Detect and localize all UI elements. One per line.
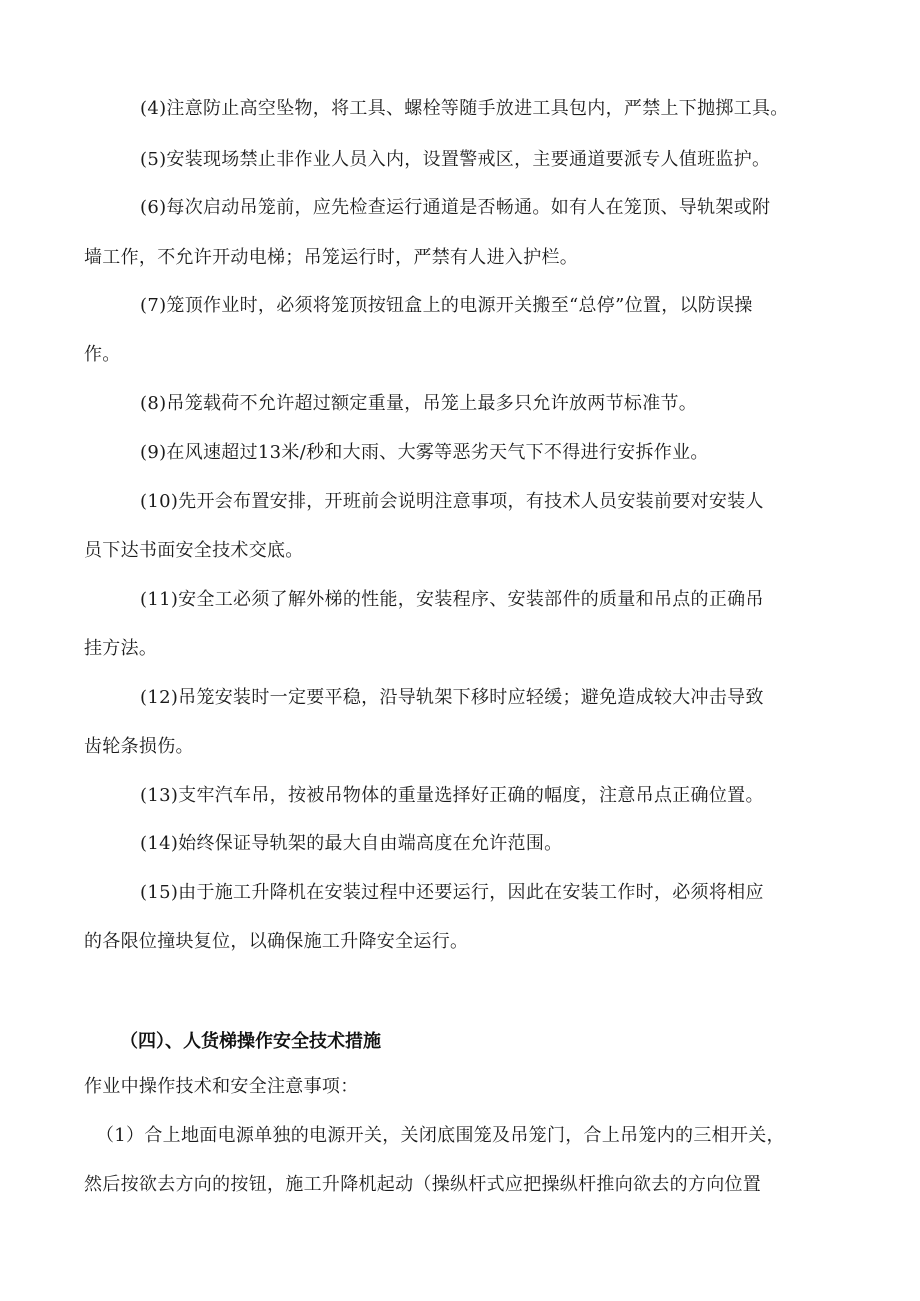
paragraph-13-line-1: (13)支牢汽车吊，按被吊物体的重量选择好正确的幅度，注意吊点正确位置。 [140, 785, 764, 806]
paragraph-11-line-2: 挂方法。 [84, 638, 158, 659]
paragraph-7-line-1: (7)笼顶作业时，必须将笼顶按钮盒上的电源开关搬至“总停”位置，以防误操 [140, 295, 753, 316]
paragraph-7-line-2: 作。 [84, 344, 121, 365]
section-intro: 作业中操作技术和安全注意事项： [84, 1076, 359, 1097]
paragraph-9-line-1: (9)在风速超过13米/秒和大雨、大雾等恶劣天气下不得进行安拆作业。 [140, 442, 709, 463]
paragraph-6-line-1: (6)每次启动吊笼前，应先检查运行通道是否畅通。如有人在笼顶、导轨架或附 [140, 197, 771, 218]
paragraph-12-line-2: 齿轮条损伤。 [84, 736, 194, 757]
operation-item-1-line-1: （1）合上地面电源单独的电源开关，关闭底围笼及吊笼门，合上吊笼内的三相开关， [96, 1125, 785, 1146]
paragraph-15-line-1: (15)由于施工升降机在安装过程中还要运行，因此在安装工作时，必须将相应 [140, 882, 764, 903]
paragraph-15-line-2: 的各限位撞块复位，以确保施工升降安全运行。 [84, 931, 469, 952]
section-heading: （四）、人货梯操作安全技术措施 [120, 1031, 381, 1052]
paragraph-5-line-1: (5)安装现场禁止非作业人员入内，设置警戒区，主要通道要派专人值班监护。 [140, 149, 771, 170]
paragraph-12-line-1: (12)吊笼安装时一定要平稳，沿导轨架下移时应轻缓；避免造成较大冲击导致 [140, 687, 764, 708]
paragraph-10-line-1: (10)先开会布置安排，开班前会说明注意事项，有技术人员安装前要对安装人 [140, 491, 764, 512]
paragraph-14-line-1: (14)始终保证导轨架的最大自由端高度在允许范围。 [140, 833, 563, 854]
paragraph-10-line-2: 员下达书面安全技术交底。 [84, 540, 304, 561]
paragraph-11-line-1: (11)安全工必须了解外梯的性能，安装程序、安装部件的质量和吊点的正确吊 [140, 589, 764, 610]
paragraph-8-line-1: (8)吊笼载荷不允许超过额定重量，吊笼上最多只允许放两节标准节。 [140, 393, 698, 414]
operation-item-1-line-2: 然后按欲去方向的按钮，施工升降机起动（操纵杆式应把操纵杆推向欲去的方向位置 [84, 1174, 762, 1195]
paragraph-6-line-2: 墙工作，不允许开动电梯；吊笼运行时，严禁有人进入护栏。 [84, 247, 579, 268]
paragraph-4-line-1: (4)注意防止高空坠物，将工具、螺栓等随手放进工具包内，严禁上下抛掷工具。 [140, 98, 789, 119]
